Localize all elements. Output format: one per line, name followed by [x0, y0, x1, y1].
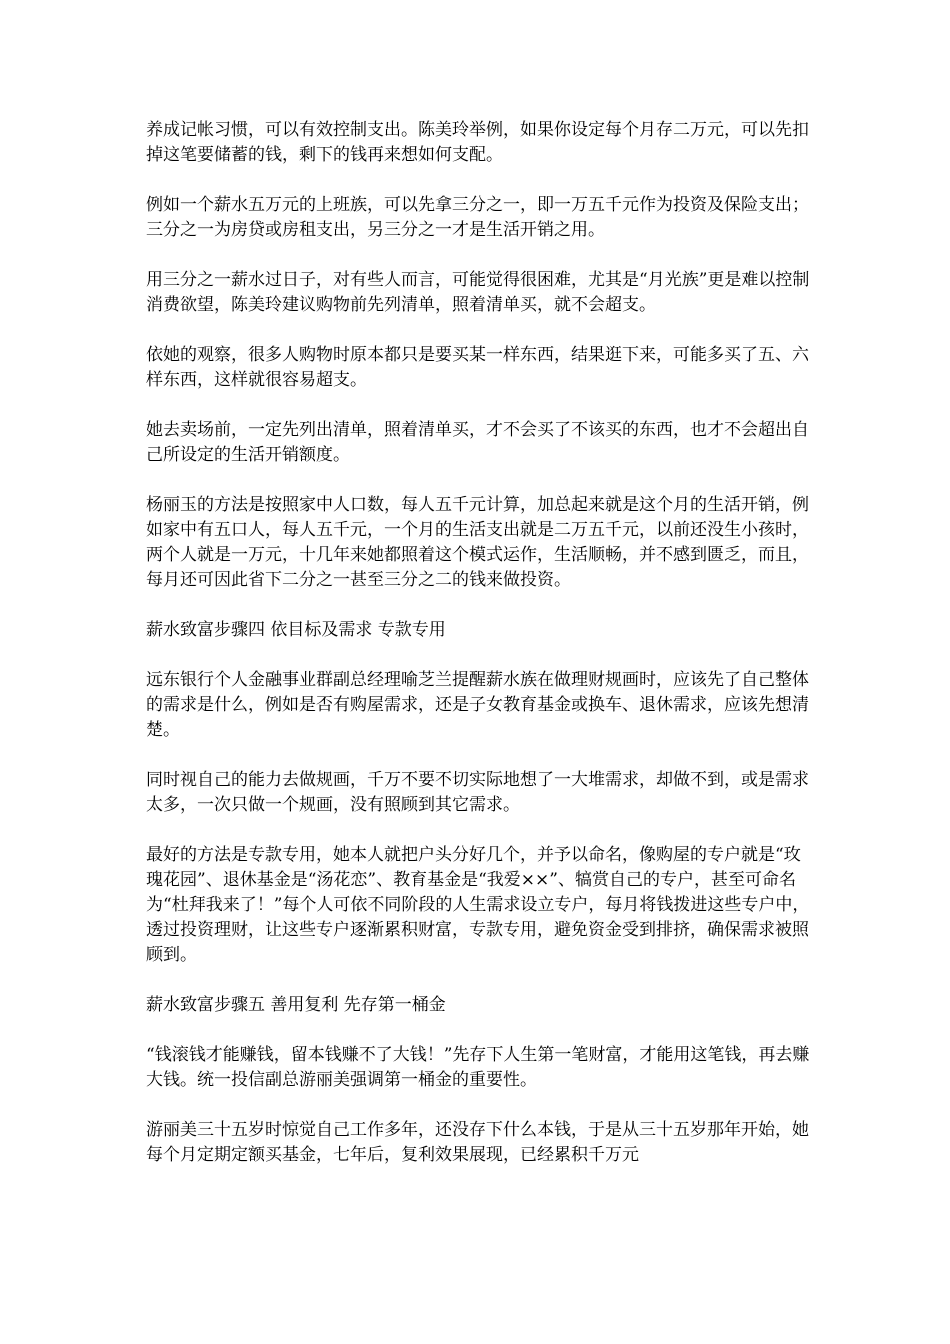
section-heading-step-four: 薪水致富步骤四 依目标及需求 专款专用	[146, 620, 446, 640]
paragraph-shopping-list: 用三分之一薪水过日子，对有些人而言，可能觉得很困难，尤其是“月光族”更是难以控制消费欲望，陈美玲建议购物前先列清单，照着清单买，就不会超支。	[146, 270, 810, 315]
paragraph-dedicated-accounts: 最好的方法是专款专用，她本人就把户头分好几个，并予以命名，像购屋的专户就是“玫瑰花园”、退休基金是“汤花恋”、教育基金是“我爱××”、犒赏自己的专户，甚至可命名为“杜拜我来了！”每个人可依不同阶段的人生需求设立专户，每月将钱拨进这些专户中，透过投资理财，让这些专户逐渐累积财富，专款专用，避免资金受到排挤，确保需求被照顾到。	[146, 845, 810, 965]
paragraph-compound-interest: 游丽美三十五岁时惊觉自己工作多年，还没存下什么本钱，于是从三十五岁那年开始，她每个月定期定额买基金，七年后，复利效果展现，已经累积千万元	[146, 1120, 809, 1165]
paragraph-first-bucket: “钱滚钱才能赚钱，留本钱赚不了大钱！”先存下人生第一笔财富，才能用这笔钱，再去赚大钱。统一投信副总游丽美强调第一桶金的重要性。	[146, 1045, 810, 1090]
paragraph-salary-split: 例如一个薪水五万元的上班族，可以先拿三分之一，即一万五千元作为投资及保险支出；三分之一为房贷或房租支出，另三分之一才是生活开销之用。	[146, 195, 809, 240]
paragraph-needs-planning: 远东银行个人金融事业群副总经理喻芝兰提醒薪水族在做理财规画时，应该先了自己整体的需求是什么，例如是否有购屋需求，还是子女教育基金或换车、退休需求，应该先想清楚。	[146, 670, 809, 740]
paragraph-ability-planning: 同时视自己的能力去做规画，千万不要不切实际地想了一大堆需求，却做不到，或是需求太多，一次只做一个规画，没有照顾到其它需求。	[146, 770, 809, 815]
paragraph-bookkeeping: 养成记帐习惯，可以有效控制支出。陈美玲举例，如果你设定每个月存二万元，可以先扣掉这笔要储蓄的钱，剩下的钱再来想如何支配。	[146, 120, 809, 165]
section-heading-step-five: 薪水致富步骤五 善用复利 先存第一桶金	[146, 995, 446, 1015]
document-body	[146, 118, 814, 1193]
paragraph-store-list: 她去卖场前，一定先列出清单，照着清单买，才不会买了不该买的东西，也才不会超出自己所设定的生活开销额度。	[146, 420, 809, 465]
paragraph-observation: 依她的观察，很多人购物时原本都只是要买某一样东西，结果逛下来，可能多买了五、六样东西，这样就很容易超支。	[146, 345, 809, 390]
paragraph-household-budget: 杨丽玉的方法是按照家中人口数，每人五千元计算，加总起来就是这个月的生活开销，例如家中有五口人，每人五千元，一个月的生活支出就是二万五千元，以前还没生小孩时，两个人就是一万元，十几年来她都照着这个模式运作，生活顺畅，并不感到匮乏，而且，每月还可因此省下二分之一甚至三分之二的钱来做投资。	[146, 495, 809, 590]
